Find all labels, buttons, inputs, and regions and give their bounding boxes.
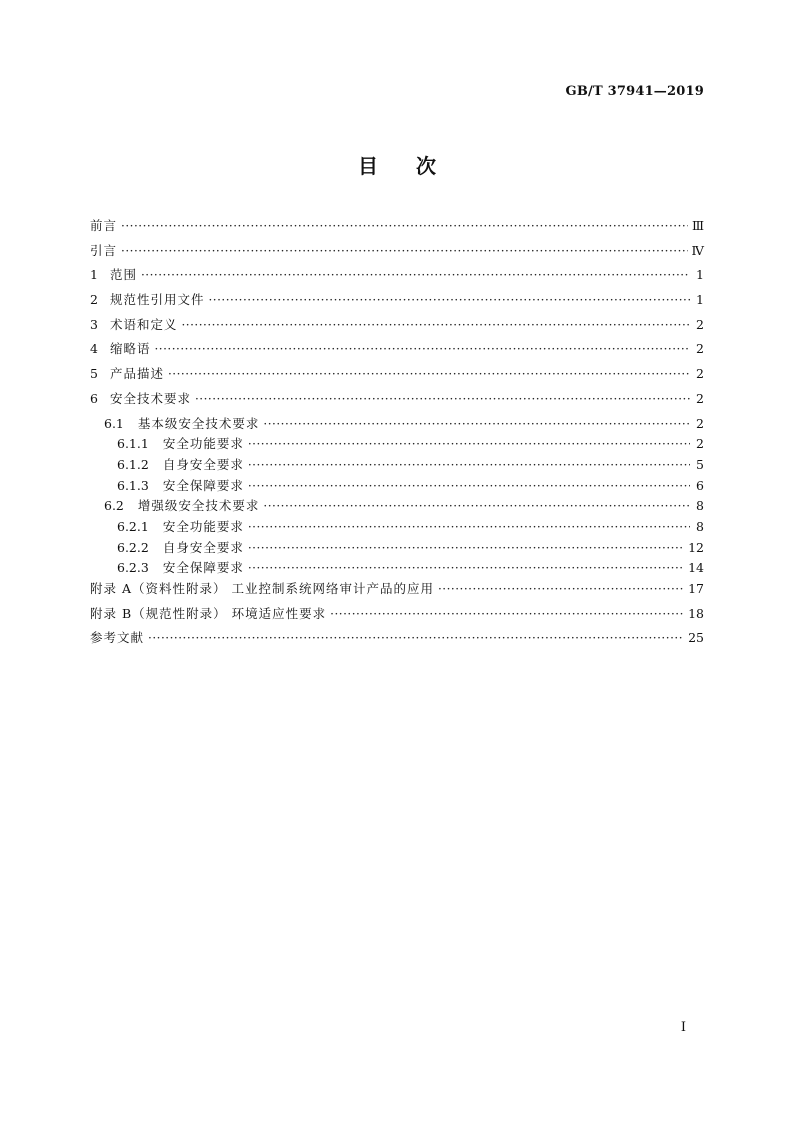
toc-entry-label: 基本级安全技术要求 — [137, 415, 260, 431]
toc-entry-label: 自身安全要求 — [162, 456, 244, 472]
toc-entry-page: 5 — [696, 456, 704, 472]
toc-entry-enhanced-functional[interactable] — [90, 517, 704, 538]
toc-entry-page: 1 — [696, 267, 704, 283]
toc-entry-label: 范围 — [109, 267, 137, 283]
toc-leader-dots — [181, 315, 690, 335]
toc-leader-dots — [263, 414, 690, 434]
toc-entry-label: 安全保障要求 — [162, 477, 244, 493]
toc-entry-number: 6.1.1 — [117, 436, 149, 452]
toc-entry-basic-level[interactable] — [90, 414, 704, 435]
toc-entry-page: 14 — [688, 560, 704, 576]
toc-entry-normative-references[interactable] — [90, 290, 704, 315]
toc-entry-label: 安全技术要求 — [109, 390, 191, 406]
toc-entry-number: 3 — [90, 316, 98, 332]
toc-entry-label: 附录 A（资料性附录） 工业控制系统网络审计产品的应用 — [90, 581, 434, 596]
toc-leader-dots — [121, 216, 688, 236]
standard-code: GB/T 37941—2019 — [565, 84, 704, 99]
toc-entry-number: 6 — [90, 390, 98, 406]
toc-entry-label: 产品描述 — [109, 366, 164, 382]
toc-entry-introduction[interactable] — [90, 241, 704, 266]
toc-leader-dots — [154, 339, 690, 359]
toc-leader-dots — [208, 290, 690, 310]
toc-leader-dots — [168, 364, 690, 384]
toc-entry-enhanced-level[interactable] — [90, 496, 704, 517]
toc-leader-dots — [121, 241, 687, 261]
toc-leader-dots — [248, 538, 684, 558]
toc-entry-page: 2 — [696, 341, 704, 357]
toc-entry-bibliography[interactable] — [90, 628, 704, 653]
toc-entry-page: 2 — [696, 316, 704, 332]
toc-leader-dots — [438, 579, 684, 599]
toc-entry-scope[interactable] — [90, 265, 704, 290]
toc-entry-number: 6.2.2 — [117, 539, 149, 555]
toc-entry-page: 8 — [696, 498, 704, 514]
toc-entry-number: 6.1 — [104, 415, 124, 431]
toc-leader-dots — [248, 455, 690, 475]
page-number: Ⅰ — [680, 1020, 686, 1035]
toc-entry-basic-functional[interactable] — [90, 434, 704, 455]
toc-entry-number: 5 — [90, 366, 98, 382]
toc-leader-dots — [141, 265, 690, 285]
toc-leader-dots — [263, 496, 690, 516]
toc-entry-page: 25 — [688, 630, 704, 646]
toc-entry-label: 缩略语 — [109, 341, 151, 357]
toc-leader-dots — [248, 558, 684, 578]
toc-entry-label: 增强级安全技术要求 — [137, 498, 260, 514]
toc-entry-page: 8 — [696, 518, 704, 534]
toc-entry-annex-a[interactable] — [90, 579, 704, 604]
toc-entry-product-description[interactable] — [90, 364, 704, 389]
toc-entry-abbreviations[interactable] — [90, 339, 704, 364]
toc-entry-number: 6.1.3 — [117, 477, 149, 493]
toc-entry-number: 6.1.2 — [117, 456, 149, 472]
toc-leader-dots — [248, 517, 690, 537]
toc-entry-page: Ⅳ — [691, 242, 704, 258]
toc-entry-page: 2 — [696, 390, 704, 406]
toc-entry-foreword[interactable] — [90, 216, 704, 241]
toc-entry-label: 附录 B（规范性附录） 环境适应性要求 — [90, 605, 327, 621]
toc-entry-page: 12 — [688, 539, 704, 555]
toc-entry-number: 6.2 — [104, 498, 124, 514]
toc-entry-label: 前言 — [90, 218, 118, 233]
toc-entry-page: 2 — [696, 436, 704, 452]
toc-entry-page: 18 — [688, 605, 704, 621]
toc-entry-security-requirements[interactable] — [90, 389, 704, 414]
toc-entry-page: 2 — [696, 415, 704, 431]
toc-entry-page: Ⅲ — [691, 218, 704, 233]
toc-entry-page: 1 — [696, 292, 704, 308]
toc-entry-label: 安全功能要求 — [162, 518, 244, 534]
toc-entry-enhanced-assurance[interactable] — [90, 558, 704, 579]
toc-entry-label: 规范性引用文件 — [109, 292, 205, 308]
toc-leader-dots — [195, 389, 690, 409]
toc-entry-label: 安全功能要求 — [162, 436, 244, 452]
toc-entry-number: 1 — [90, 267, 98, 283]
toc-entry-label: 参考文献 — [90, 630, 145, 646]
toc-leader-dots — [148, 628, 684, 648]
toc-leader-dots — [330, 604, 684, 624]
toc-entry-annex-b[interactable] — [90, 604, 704, 629]
toc-entry-page: 6 — [696, 477, 704, 493]
toc-entry-number: 4 — [90, 341, 98, 357]
toc-entry-label: 术语和定义 — [109, 316, 178, 332]
toc-entry-label: 自身安全要求 — [162, 539, 244, 555]
toc-entry-terms[interactable] — [90, 315, 704, 340]
toc-entry-number: 2 — [90, 292, 98, 308]
toc-entry-number: 6.2.1 — [117, 518, 149, 534]
toc-entry-label: 引言 — [90, 242, 118, 258]
toc-entry-enhanced-self-security[interactable] — [90, 538, 704, 559]
toc-leader-dots — [248, 476, 690, 496]
page-title: 目次 — [358, 154, 474, 178]
toc-entry-label: 安全保障要求 — [162, 560, 244, 576]
toc-entry-number: 6.2.3 — [117, 560, 149, 576]
toc-entry-basic-self-security[interactable] — [90, 455, 704, 476]
toc-entry-page: 2 — [696, 366, 704, 382]
table-of-contents — [90, 216, 704, 653]
toc-entry-basic-assurance[interactable] — [90, 476, 704, 497]
toc-entry-page: 17 — [688, 581, 704, 596]
toc-leader-dots — [248, 434, 690, 454]
